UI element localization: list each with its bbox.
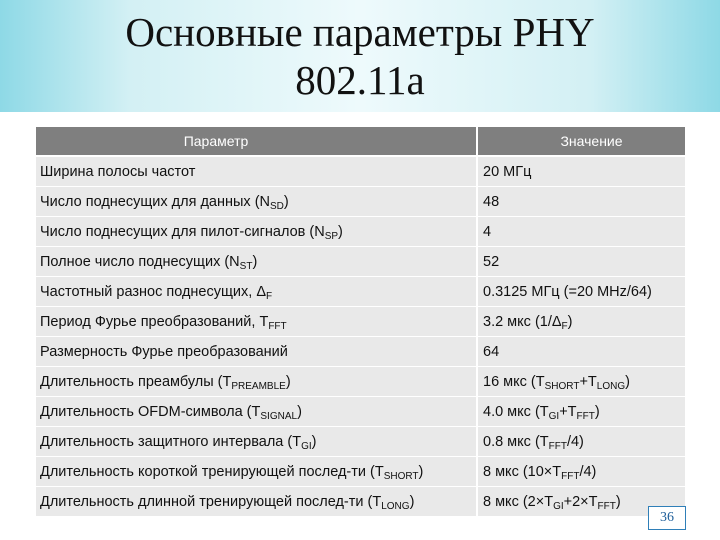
subscript-text: SHORT	[544, 380, 580, 392]
value-cell	[477, 427, 685, 457]
value-cell	[477, 217, 685, 247]
parameter-cell	[36, 217, 477, 247]
cell-text: Длительность OFDM-символа (T	[40, 403, 261, 420]
cell-text: +T	[559, 403, 577, 420]
header-value: Значение	[477, 127, 685, 156]
cell-text: Число поднесущих для пилот-сигналов (N	[40, 223, 325, 240]
table-header-row	[36, 127, 685, 156]
cell-text: Размерность Фурье преобразований	[40, 343, 288, 360]
subscript-text: FFT	[597, 500, 616, 512]
cell-text: )	[297, 403, 302, 420]
cell-text: 16 мкс (T	[483, 373, 545, 390]
cell-text: 0.3125 МГц (=20 MHz/64)	[483, 283, 652, 300]
cell-text: Длительность длинной тренирующей послед-ти (T	[40, 493, 382, 510]
parameters-table	[36, 127, 685, 517]
subscript-text: LONG	[381, 500, 410, 512]
subscript-text: SHORT	[383, 470, 419, 482]
cell-text: Длительность преамбулы (T	[40, 373, 232, 390]
cell-text: )	[409, 493, 415, 510]
parameter-cell	[36, 156, 477, 187]
subscript-text: GI	[301, 440, 312, 452]
slide-title	[0, 8, 720, 104]
parameter-cell	[36, 277, 477, 307]
value-cell	[477, 367, 685, 397]
cell-text: Ширина полосы частот	[40, 163, 196, 180]
subscript-text: PREAMBLE	[231, 380, 286, 392]
subscript-text: GI	[553, 500, 564, 512]
cell-text: )	[338, 223, 343, 240]
parameter-cell	[36, 427, 477, 457]
table-row	[36, 156, 685, 187]
cell-text: 52	[483, 253, 500, 270]
cell-text: 4	[483, 223, 492, 240]
subscript-text: SIGNAL	[260, 410, 298, 422]
subscript-text: FFT	[548, 440, 567, 452]
table-row	[36, 307, 685, 337]
value-cell	[477, 457, 685, 487]
parameter-cell	[36, 397, 477, 427]
cell-text: )	[283, 193, 289, 210]
cell-text: Период Фурье преобразований, T	[40, 313, 269, 330]
cell-text: Частотный разнос поднесущих, Δ	[40, 283, 267, 300]
title-line-1: Основные параметры PHY	[125, 9, 595, 55]
cell-text: )	[311, 433, 317, 450]
cell-text: 48	[483, 193, 500, 210]
cell-text: )	[285, 373, 291, 390]
parameter-cell	[36, 367, 477, 397]
parameter-cell	[36, 487, 477, 517]
parameter-cell	[36, 457, 477, 487]
subscript-text: SP	[324, 230, 339, 242]
subscript-text: F	[266, 290, 273, 302]
cell-text: /4)	[566, 433, 584, 450]
cell-text: )	[594, 403, 600, 420]
cell-text: 4.0 мкс (T	[483, 403, 549, 420]
cell-text: )	[567, 313, 573, 330]
table-row	[36, 457, 685, 487]
table-row	[36, 427, 685, 457]
value-cell	[477, 187, 685, 217]
value-cell	[477, 156, 685, 187]
cell-text: +2×T	[563, 493, 598, 510]
subscript-text: FFT	[268, 320, 287, 332]
cell-text: Число поднесущих для данных (N	[40, 193, 271, 210]
subscript-text: GI	[548, 410, 560, 422]
page-number: 36	[648, 506, 686, 530]
subscript-text: FFT	[561, 470, 580, 482]
value-cell	[477, 277, 685, 307]
cell-text: 20 МГц	[483, 163, 532, 180]
cell-text: 0.8 мкс (T	[483, 433, 549, 450]
parameter-cell	[36, 187, 477, 217]
cell-text: )	[252, 253, 258, 270]
value-cell	[477, 247, 685, 277]
parameter-cell	[36, 337, 477, 367]
cell-text: +T	[579, 373, 597, 390]
subscript-text: SD	[270, 200, 284, 212]
cell-text: 8 мкс (2×T	[483, 493, 554, 510]
cell-text: )	[418, 463, 424, 480]
cell-text: )	[615, 493, 621, 510]
subscript-text: FFT	[576, 410, 595, 422]
table-row	[36, 397, 685, 427]
cell-text: Полное число поднесущих (N	[40, 253, 240, 270]
cell-text: 3.2 мкс (1/Δ	[483, 313, 562, 330]
value-cell	[477, 337, 685, 367]
header-parameter: Параметр	[36, 127, 477, 156]
table-row	[36, 487, 685, 517]
table-row	[36, 337, 685, 367]
cell-text: /4)	[579, 463, 597, 480]
parameter-cell	[36, 307, 477, 337]
subscript-text: ST	[239, 260, 253, 272]
table-row	[36, 187, 685, 217]
cell-text: 8 мкс (10×T	[483, 463, 562, 480]
cell-text: )	[625, 373, 630, 390]
subscript-text: LONG	[596, 380, 626, 392]
cell-text: Длительность короткой тренирующей послед-ти (T	[40, 463, 384, 480]
table-body	[36, 156, 685, 517]
table-row	[36, 367, 685, 397]
title-line-2: 802.11a	[295, 57, 425, 103]
table-row	[36, 217, 685, 247]
cell-text: 64	[483, 343, 500, 360]
subscript-text: F	[561, 320, 568, 332]
cell-text: Длительность защитного интервала (T	[40, 433, 302, 450]
value-cell	[477, 397, 685, 427]
table-row	[36, 247, 685, 277]
value-cell	[477, 307, 685, 337]
parameter-cell	[36, 247, 477, 277]
table-row	[36, 277, 685, 307]
